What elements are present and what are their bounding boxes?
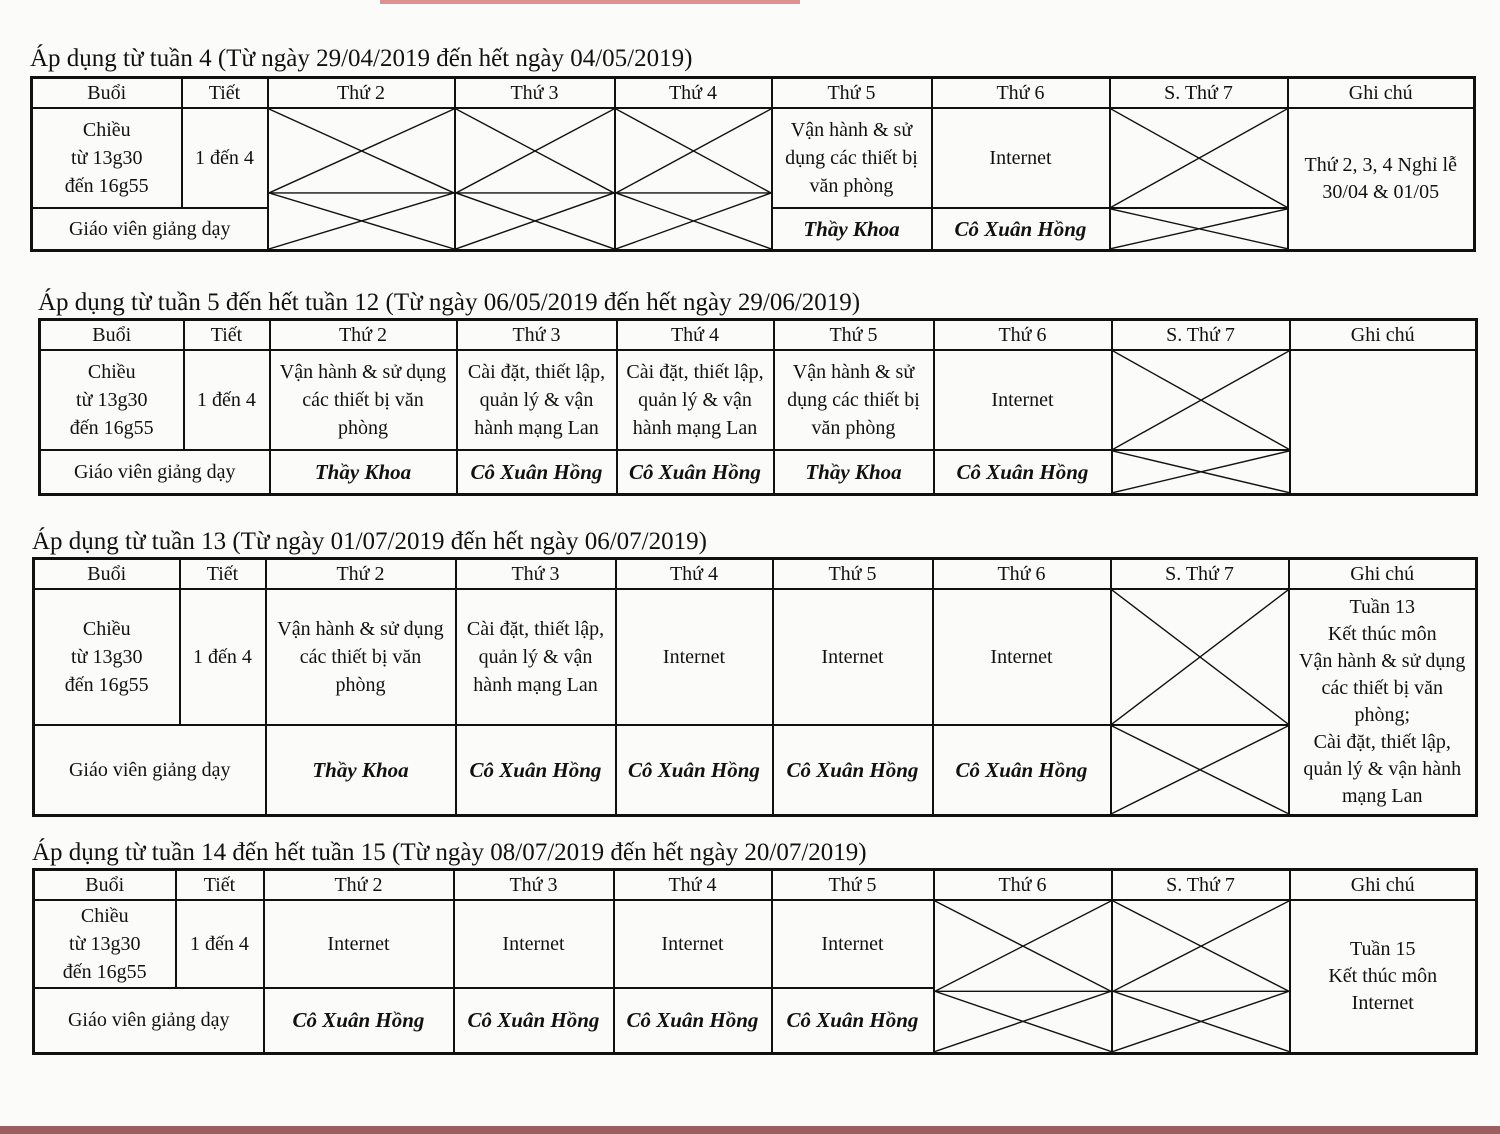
header-sat: S. Thứ 7 <box>1112 320 1290 351</box>
note-cell <box>1288 108 1475 250</box>
section-caption: Áp dụng từ tuần 14 đến hết tuần 15 (Từ ngày 08/07/2019 đến hết ngày 20/07/2019) <box>32 839 867 866</box>
header-note: Ghi chú <box>1290 870 1477 901</box>
note-cell <box>1289 589 1477 815</box>
page-edge-mark <box>0 1126 1500 1134</box>
schedule-table <box>30 76 1476 252</box>
header-tue: Thứ 3 <box>456 559 616 590</box>
subject-fri: Internet <box>932 108 1110 208</box>
header-row <box>40 320 1477 351</box>
header-session: Buổi <box>40 320 184 351</box>
header-mon: Thứ 2 <box>268 78 455 109</box>
teacher-fri: Cô Xuân Hồng <box>934 450 1112 494</box>
subject-mon <box>266 589 456 725</box>
note-line: 30/04 & 01/05 <box>1322 181 1440 204</box>
empty-cell-sat-teacher <box>1112 450 1290 494</box>
period-cell: 1 đến 4 <box>176 900 264 988</box>
subject-line: Cài đặt, thiết lập, <box>467 361 606 384</box>
header-session: Buổi <box>32 78 182 109</box>
subject-line: Vận hành & sử <box>792 361 915 384</box>
header-row <box>34 870 1477 901</box>
header-fri: Thứ 6 <box>933 559 1111 590</box>
empty-cell-mon <box>268 108 455 250</box>
teacher-mon: Thầy Khoa <box>270 450 457 494</box>
subject-fri: Internet <box>933 589 1111 725</box>
teacher-row <box>40 450 1477 494</box>
subject-line: quản lý & vận <box>479 389 594 412</box>
header-tue: Thứ 3 <box>457 320 617 351</box>
header-fri: Thứ 6 <box>934 320 1112 351</box>
schedule-table <box>32 868 1478 1055</box>
subject-wed <box>617 350 774 450</box>
note-line: Vận hành & sử dụng <box>1299 649 1466 672</box>
subject-row <box>34 589 1477 725</box>
section-caption: Áp dụng từ tuần 4 (Từ ngày 29/04/2019 đến hết ngày 04/05/2019) <box>30 45 693 72</box>
header-row <box>34 559 1477 590</box>
period-cell: 1 đến 4 <box>182 108 268 208</box>
note-line: Kết thúc môn <box>1328 964 1438 987</box>
header-row <box>32 78 1475 109</box>
note-line: Kết thúc môn <box>1327 622 1437 645</box>
header-wed: Thứ 4 <box>616 559 773 590</box>
subject-fri: Internet <box>934 350 1112 450</box>
header-period: Tiết <box>180 559 266 590</box>
subject-line: Vận hành & sử dụng <box>277 618 444 640</box>
teacher-row <box>34 725 1477 815</box>
period-cell: 1 đến 4 <box>184 350 270 450</box>
subject-thu: Internet <box>773 589 933 725</box>
session-line: đến 16g55 <box>64 175 149 198</box>
header-wed: Thứ 4 <box>615 78 772 109</box>
teacher-wed: Cô Xuân Hồng <box>617 450 774 494</box>
teacher-wed: Cô Xuân Hồng <box>614 988 772 1053</box>
subject-thu <box>772 108 932 208</box>
cross-mark-icon <box>1113 901 1289 1052</box>
page-edge-mark <box>380 0 800 4</box>
session-line: Chiều <box>87 361 136 384</box>
empty-cell-sat-teacher <box>1110 208 1288 250</box>
session-cell <box>32 108 182 208</box>
subject-line: Cài đặt, thiết lập, <box>466 618 605 640</box>
cross-mark-icon <box>1112 726 1288 814</box>
subject-row <box>40 350 1477 450</box>
cross-mark-icon <box>1111 109 1287 207</box>
cross-mark-icon <box>616 109 771 249</box>
empty-cell-sat <box>1112 350 1290 450</box>
teacher-tue: Cô Xuân Hồng <box>454 988 614 1053</box>
subject-line: văn phòng <box>809 175 894 198</box>
period-cell: 1 đến 4 <box>180 589 266 725</box>
cross-mark-icon <box>1111 209 1287 249</box>
subject-line: Vận hành & sử dụng <box>279 361 447 384</box>
subject-line: dụng các thiết bị <box>787 389 920 412</box>
subject-thu: Internet <box>772 900 934 988</box>
session-line: Chiều <box>82 119 131 142</box>
teacher-wed: Cô Xuân Hồng <box>616 725 773 815</box>
schedule-table <box>38 318 1478 496</box>
header-thu: Thứ 5 <box>773 559 933 590</box>
teacher-row-label: Giáo viên giảng dạy <box>32 208 268 250</box>
note-line: Thứ 2, 3, 4 Nghỉ lễ <box>1304 154 1457 177</box>
teacher-thu: Thầy Khoa <box>774 450 934 494</box>
subject-mon <box>270 350 457 450</box>
session-cell <box>40 350 184 450</box>
note-line: mạng Lan <box>1341 784 1423 807</box>
header-sat: S. Thứ 7 <box>1111 559 1289 590</box>
subject-mon: Internet <box>264 900 454 988</box>
header-mon: Thứ 2 <box>266 559 456 590</box>
session-line: Chiều <box>82 618 131 640</box>
note-line: Cài đặt, thiết lập, <box>1313 730 1451 753</box>
teacher-row-label: Giáo viên giảng dạy <box>34 725 266 815</box>
header-fri: Thứ 6 <box>934 870 1112 901</box>
note-line: phòng; <box>1354 703 1411 726</box>
teacher-thu: Cô Xuân Hồng <box>772 988 934 1053</box>
header-thu: Thứ 5 <box>772 870 934 901</box>
teacher-tue: Cô Xuân Hồng <box>456 725 616 815</box>
session-line: đến 16g55 <box>62 961 147 983</box>
header-wed: Thứ 4 <box>614 870 772 901</box>
teacher-row-label: Giáo viên giảng dạy <box>34 988 264 1053</box>
header-note: Ghi chú <box>1290 320 1477 351</box>
subject-line: quản lý & vận <box>638 389 752 412</box>
teacher-thu: Thầy Khoa <box>772 208 932 250</box>
subject-line: các thiết bị văn <box>299 646 422 668</box>
header-period: Tiết <box>182 78 268 109</box>
empty-cell-sat <box>1110 108 1288 208</box>
empty-cell-sat <box>1112 900 1290 1053</box>
subject-line: hành mạng Lan <box>632 417 758 440</box>
header-thu: Thứ 5 <box>772 78 932 109</box>
subject-line: dụng các thiết bị <box>785 147 918 170</box>
header-note: Ghi chú <box>1288 78 1475 109</box>
session-line: Chiều <box>80 905 129 927</box>
cross-mark-icon <box>1113 351 1289 449</box>
subject-row <box>32 108 1475 208</box>
note-line: các thiết bị văn <box>1321 676 1444 699</box>
subject-thu <box>774 350 934 450</box>
note-line: quản lý & vận hành <box>1303 757 1462 780</box>
subject-line: phòng <box>335 674 386 696</box>
session-cell <box>34 900 176 988</box>
section-caption: Áp dụng từ tuần 13 (Từ ngày 01/07/2019 đến hết ngày 06/07/2019) <box>32 528 707 555</box>
subject-tue: Internet <box>454 900 614 988</box>
header-mon: Thứ 2 <box>264 870 454 901</box>
subject-tue <box>457 350 617 450</box>
empty-cell-sat-teacher <box>1111 725 1289 815</box>
empty-cell-wed <box>615 108 772 250</box>
schedule-table <box>32 557 1478 817</box>
header-wed: Thứ 4 <box>617 320 774 351</box>
header-tue: Thứ 3 <box>455 78 615 109</box>
subject-wed: Internet <box>614 900 772 988</box>
header-tue: Thứ 3 <box>454 870 614 901</box>
cross-mark-icon <box>1112 590 1288 724</box>
session-cell <box>34 589 180 725</box>
cross-mark-icon <box>935 901 1111 1052</box>
teacher-thu: Cô Xuân Hồng <box>773 725 933 815</box>
note-line: Tuần 13 <box>1349 595 1415 618</box>
header-period: Tiết <box>176 870 264 901</box>
subject-tue <box>456 589 616 725</box>
cross-mark-icon <box>1113 451 1289 493</box>
subject-wed: Internet <box>616 589 773 725</box>
teacher-mon: Thầy Khoa <box>266 725 456 815</box>
subject-line: hành mạng Lan <box>473 674 598 696</box>
section-caption: Áp dụng từ tuần 5 đến hết tuần 12 (Từ ngày 06/05/2019 đến hết ngày 29/06/2019) <box>38 289 861 316</box>
empty-cell-fri <box>934 900 1112 1053</box>
header-fri: Thứ 6 <box>932 78 1110 109</box>
subject-line: các thiết bị văn <box>302 389 424 412</box>
header-session: Buổi <box>34 870 176 901</box>
note-line: Internet <box>1351 991 1414 1014</box>
session-line: từ 13g30 <box>71 646 143 668</box>
teacher-tue: Cô Xuân Hồng <box>457 450 617 494</box>
subject-line: quản lý & vận <box>478 646 593 668</box>
empty-cell-tue <box>455 108 615 250</box>
session-line: từ 13g30 <box>71 147 143 170</box>
teacher-fri: Cô Xuân Hồng <box>932 208 1110 250</box>
session-line: đến 16g55 <box>69 417 154 440</box>
header-sat: S. Thứ 7 <box>1110 78 1288 109</box>
header-sat: S. Thứ 7 <box>1112 870 1290 901</box>
note-cell <box>1290 900 1477 1053</box>
note-cell <box>1290 350 1477 494</box>
subject-line: Cài đặt, thiết lập, <box>626 361 764 384</box>
header-thu: Thứ 5 <box>774 320 934 351</box>
note-line: Tuần 15 <box>1350 937 1416 960</box>
empty-cell-sat <box>1111 589 1289 725</box>
subject-line: hành mạng Lan <box>474 417 599 440</box>
teacher-fri: Cô Xuân Hồng <box>933 725 1111 815</box>
cross-mark-icon <box>269 109 454 249</box>
teacher-row-label: Giáo viên giảng dạy <box>40 450 270 494</box>
subject-line: văn phòng <box>811 417 896 440</box>
header-note: Ghi chú <box>1289 559 1477 590</box>
subject-line: Vận hành & sử <box>790 119 913 142</box>
subject-row <box>34 900 1477 988</box>
teacher-mon: Cô Xuân Hồng <box>264 988 454 1053</box>
session-line: từ 13g30 <box>76 389 148 412</box>
header-mon: Thứ 2 <box>270 320 457 351</box>
header-period: Tiết <box>184 320 270 351</box>
cross-mark-icon <box>456 109 614 249</box>
session-line: đến 16g55 <box>64 674 149 696</box>
session-line: từ 13g30 <box>69 933 141 955</box>
subject-line: phòng <box>338 417 388 440</box>
header-session: Buổi <box>34 559 180 590</box>
